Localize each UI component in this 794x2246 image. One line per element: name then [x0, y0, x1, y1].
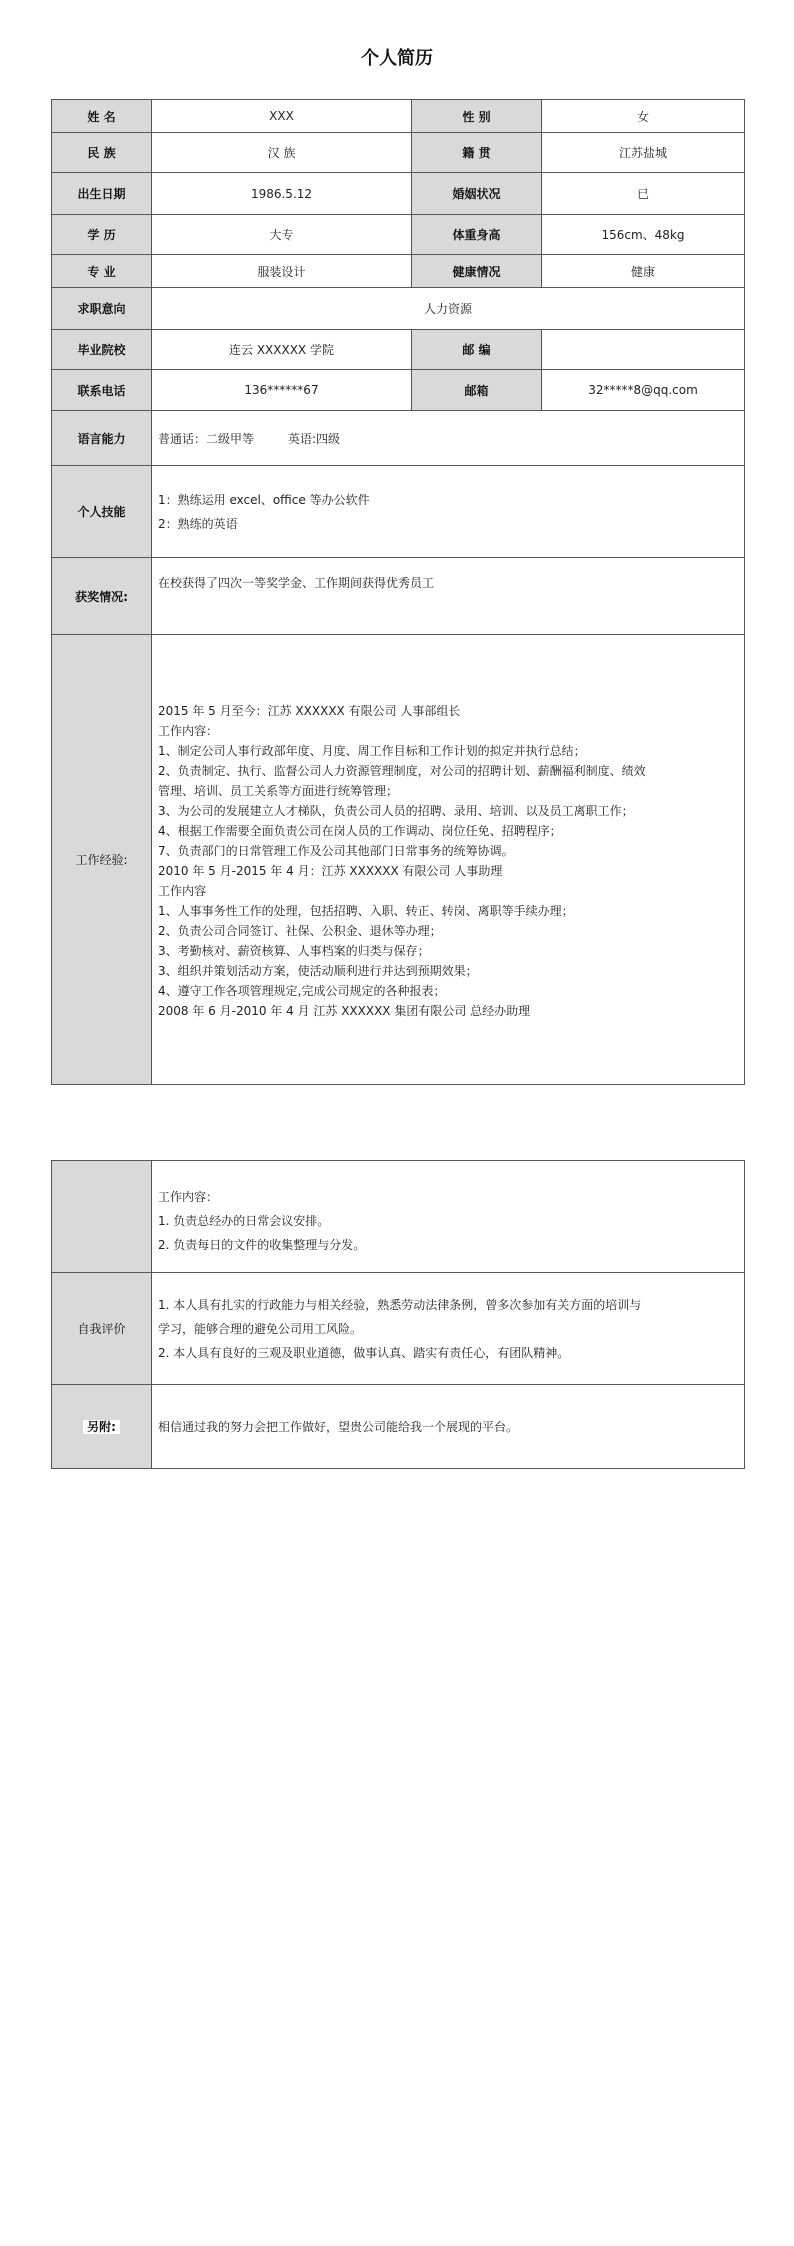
row-school	[52, 330, 745, 370]
experience-line: 3、考勤核对、薪资核算、人事档案的归类与保存；	[158, 943, 430, 958]
experience-line: 3、组织并策划活动方案，使活动顺利进行并达到预期效果；	[158, 963, 478, 978]
experience-line: 3、为公司的发展建立人才梯队，负责公司人员的招聘、录用、培训、以及员工离职工作；	[158, 803, 634, 818]
postal-label: 邮 编	[412, 330, 542, 370]
experience-line: 4、根据工作需要全面负责公司在岗人员的工作调动、岗位任免、招聘程序；	[158, 823, 562, 838]
phone-label: 联系电话	[52, 370, 152, 411]
native-value: 江苏盐城	[542, 133, 745, 173]
health-label: 健康情况	[412, 255, 542, 288]
mandarin-level: 普通话：二级甲等	[158, 431, 255, 446]
resume-table	[51, 99, 745, 1085]
email-label: 邮箱	[412, 370, 542, 411]
row-ethnicity	[52, 133, 745, 173]
row-skills	[52, 466, 745, 558]
continued-label	[52, 1161, 152, 1273]
birth-value: 1986.5.12	[152, 173, 412, 215]
addendum-value: 相信通过我的努力会把工作做好，望贵公司能给我一个展现的平台。	[152, 1385, 745, 1469]
continued-line: 1. 负责总经办的日常会议安排。	[158, 1213, 330, 1228]
skill-item: 2：熟练的英语	[158, 516, 238, 531]
postal-value	[542, 330, 745, 370]
body-label: 体重身高	[412, 215, 542, 255]
marital-value: 已	[542, 173, 745, 215]
native-label: 籍 贯	[412, 133, 542, 173]
english-level: 英语:四级	[288, 431, 341, 446]
row-awards	[52, 558, 745, 635]
experience-line: 2、负责公司合同签订、社保、公积金、退休等办理；	[158, 923, 442, 938]
experience-line: 2008 年 6 月-2010 年 4 月 江苏 XXXXXX 集团有限公司 总经办助理	[158, 1003, 531, 1018]
row-intent	[52, 288, 745, 330]
body-value: 156cm、48kg	[542, 215, 745, 255]
school-label: 毕业院校	[52, 330, 152, 370]
email-value: 32*****8@qq.com	[542, 370, 745, 411]
language-label: 语言能力	[52, 411, 152, 466]
experience-line: 2015 年 5 月至今：江苏 XXXXXX 有限公司 人事部组长	[158, 703, 461, 718]
experience-line: 管理、培训、员工关系等方面进行统筹管理；	[158, 783, 399, 798]
page-title: 个人简历	[361, 48, 433, 69]
name-label: 姓 名	[52, 100, 152, 133]
row-education	[52, 215, 745, 255]
continued-value	[152, 1161, 745, 1273]
skills-value	[152, 466, 745, 558]
experience-value	[152, 635, 745, 1085]
gender-value: 女	[542, 100, 745, 133]
experience-line: 1、制定公司人事行政部年度、月度、周工作目标和工作计划的拟定并执行总结；	[158, 743, 586, 758]
experience-label: 工作经验:	[52, 635, 152, 1085]
birth-label: 出生日期	[52, 173, 152, 215]
experience-line: 工作内容	[158, 883, 207, 898]
education-label: 学 历	[52, 215, 152, 255]
addendum-label: 另附:	[83, 1420, 120, 1434]
continued-line: 工作内容：	[158, 1189, 219, 1204]
row-major	[52, 255, 745, 288]
experience-line: 工作内容：	[158, 723, 219, 738]
row-language	[52, 411, 745, 466]
continued-line: 2. 负责每日的文件的收集整理与分发。	[158, 1237, 366, 1252]
health-value: 健康	[542, 255, 745, 288]
major-label: 专 业	[52, 255, 152, 288]
name-value: XXX	[152, 100, 412, 133]
school-value: 连云 XXXXXX 学院	[152, 330, 412, 370]
skill-item: 1：熟练运用 excel、office 等办公软件	[158, 492, 370, 507]
addendum-label-cell	[52, 1385, 152, 1469]
ethnicity-label: 民 族	[52, 133, 152, 173]
experience-line: 2010 年 5 月-2015 年 4 月：江苏 XXXXXX 有限公司 人事助理	[158, 863, 503, 878]
self-eval-line: 2. 本人具有良好的三观及职业道德，做事认真、踏实有责任心，有团队精神。	[158, 1345, 570, 1360]
self-eval-line: 学习，能够合理的避免公司用工风险。	[158, 1321, 363, 1336]
row-phone	[52, 370, 745, 411]
awards-label: 获奖情况:	[52, 558, 152, 635]
experience-line: 1、人事事务性工作的处理，包括招聘、入职、转正、转岗、离职等手续办理；	[158, 903, 574, 918]
gender-label: 性 别	[412, 100, 542, 133]
phone-value: 136******67	[152, 370, 412, 411]
experience-line: 4、遵守工作各项管理规定,完成公司规定的各种报表；	[158, 983, 446, 998]
row-birth	[52, 173, 745, 215]
experience-line: 2、负责制定、执行、监督公司人力资源管理制度，对公司的招聘计划、薪酬福利制度、绩效	[158, 763, 646, 778]
self-eval-line: 1. 本人具有扎实的行政能力与相关经验，熟悉劳动法律条例，曾多次参加有关方面的培训与	[158, 1297, 642, 1312]
ethnicity-value: 汉 族	[152, 133, 412, 173]
language-value	[152, 411, 745, 466]
experience-line: 7、负责部门的日常管理工作及公司其他部门日常事务的统筹协调。	[158, 843, 514, 858]
awards-value: 在校获得了四次一等奖学金、工作期间获得优秀员工	[152, 558, 745, 635]
self-eval-value	[152, 1273, 745, 1385]
intent-label: 求职意向	[52, 288, 152, 330]
resume-table-continued	[51, 1160, 745, 1469]
row-name	[52, 100, 745, 133]
row-continued	[52, 1161, 745, 1273]
row-self-eval	[52, 1273, 745, 1385]
major-value: 服装设计	[152, 255, 412, 288]
row-addendum	[52, 1385, 745, 1469]
self-eval-label: 自我评价	[52, 1273, 152, 1385]
intent-value: 人力资源	[152, 288, 745, 330]
marital-label: 婚姻状况	[412, 173, 542, 215]
education-value: 大专	[152, 215, 412, 255]
skills-label: 个人技能	[52, 466, 152, 558]
row-experience	[52, 635, 745, 1085]
